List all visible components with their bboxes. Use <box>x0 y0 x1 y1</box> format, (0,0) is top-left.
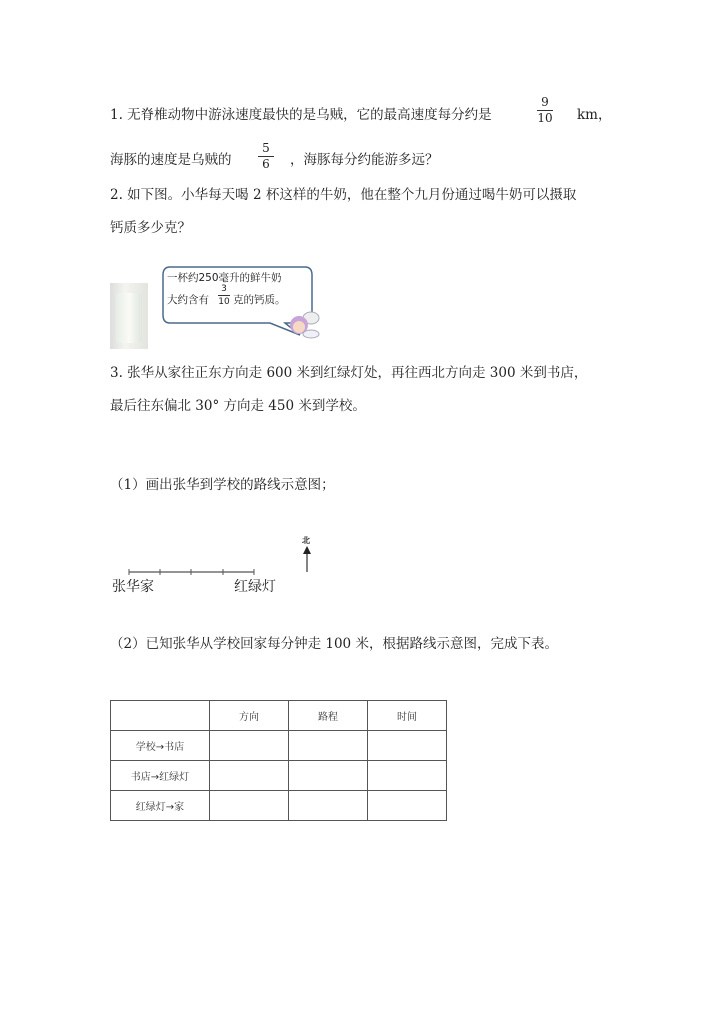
fraction-numerator: 3 <box>221 284 227 294</box>
table-header <box>111 701 210 731</box>
answer-cell[interactable] <box>210 791 289 821</box>
q1-fraction-5-6 <box>258 142 274 171</box>
bubble-line2b: 克的钙质。 <box>233 294 286 306</box>
answer-cell[interactable] <box>210 731 289 761</box>
fraction-denominator: 10 <box>218 297 230 307</box>
table-header: 方向 <box>210 701 289 731</box>
table-header: 路程 <box>289 701 368 731</box>
route-table <box>110 700 447 821</box>
table-row <box>111 791 447 821</box>
north-label: 北 <box>302 536 310 545</box>
table-header-row <box>111 701 447 731</box>
table-row <box>111 731 447 761</box>
fraction-denominator: 10 <box>537 111 553 125</box>
row-label: 书店→红绿灯 <box>111 761 210 791</box>
q3-line1: 3. 张华从家往正东方向走 600 米到红绿灯处，再往西北方向走 300 米到书店， <box>110 365 588 381</box>
answer-cell[interactable] <box>368 731 447 761</box>
answer-cell[interactable] <box>289 791 368 821</box>
q1-line2a: 海豚的速度是乌贼的 <box>110 152 232 168</box>
table-row <box>111 761 447 791</box>
north-arrow-icon <box>303 546 311 554</box>
q3-part1: （1）画出张华到学校的路线示意图； <box>110 477 335 493</box>
q2-line1: 2. 如下图。小华每天喝 2 杯这样的牛奶，他在整个九月份通过喝牛奶可以摄取 <box>110 187 577 203</box>
q1-unit: km， <box>577 107 612 123</box>
fraction-numerator: 9 <box>541 95 549 109</box>
q1-line2b: ，海豚每分约能游多远？ <box>290 152 439 168</box>
q2-line2: 钙质多少克？ <box>110 220 191 236</box>
answer-cell[interactable] <box>289 731 368 761</box>
answer-cell[interactable] <box>368 761 447 791</box>
q3-line2: 最后往东偏北 30° 方向走 450 米到学校。 <box>110 398 366 414</box>
answer-cell[interactable] <box>210 761 289 791</box>
q1-line1: 1. 无脊椎动物中游泳速度最快的是乌贼，它的最高速度每分约是 <box>110 107 492 123</box>
fraction-denominator: 6 <box>262 157 270 171</box>
row-label: 学校→书店 <box>111 731 210 761</box>
bubble-line2a: 大约含有 <box>167 294 209 306</box>
table-header: 时间 <box>368 701 447 731</box>
q1-fraction-9-10 <box>537 96 553 125</box>
bubble-fraction <box>218 284 230 307</box>
label-home: 张华家 <box>112 579 154 595</box>
bubble-line1: 一杯约250毫升的鲜牛奶 <box>167 272 282 284</box>
answer-cell[interactable] <box>368 791 447 821</box>
label-traffic-light: 红绿灯 <box>234 579 276 595</box>
q3-part2: （2）已知张华从学校回家每分钟走 100 米，根据路线示意图，完成下表。 <box>110 636 558 652</box>
milk-glass-image <box>110 283 148 349</box>
cartoon-angel-icon <box>285 310 325 340</box>
fraction-numerator: 5 <box>262 141 270 155</box>
answer-cell[interactable] <box>289 761 368 791</box>
row-label: 红绿灯→家 <box>111 791 210 821</box>
